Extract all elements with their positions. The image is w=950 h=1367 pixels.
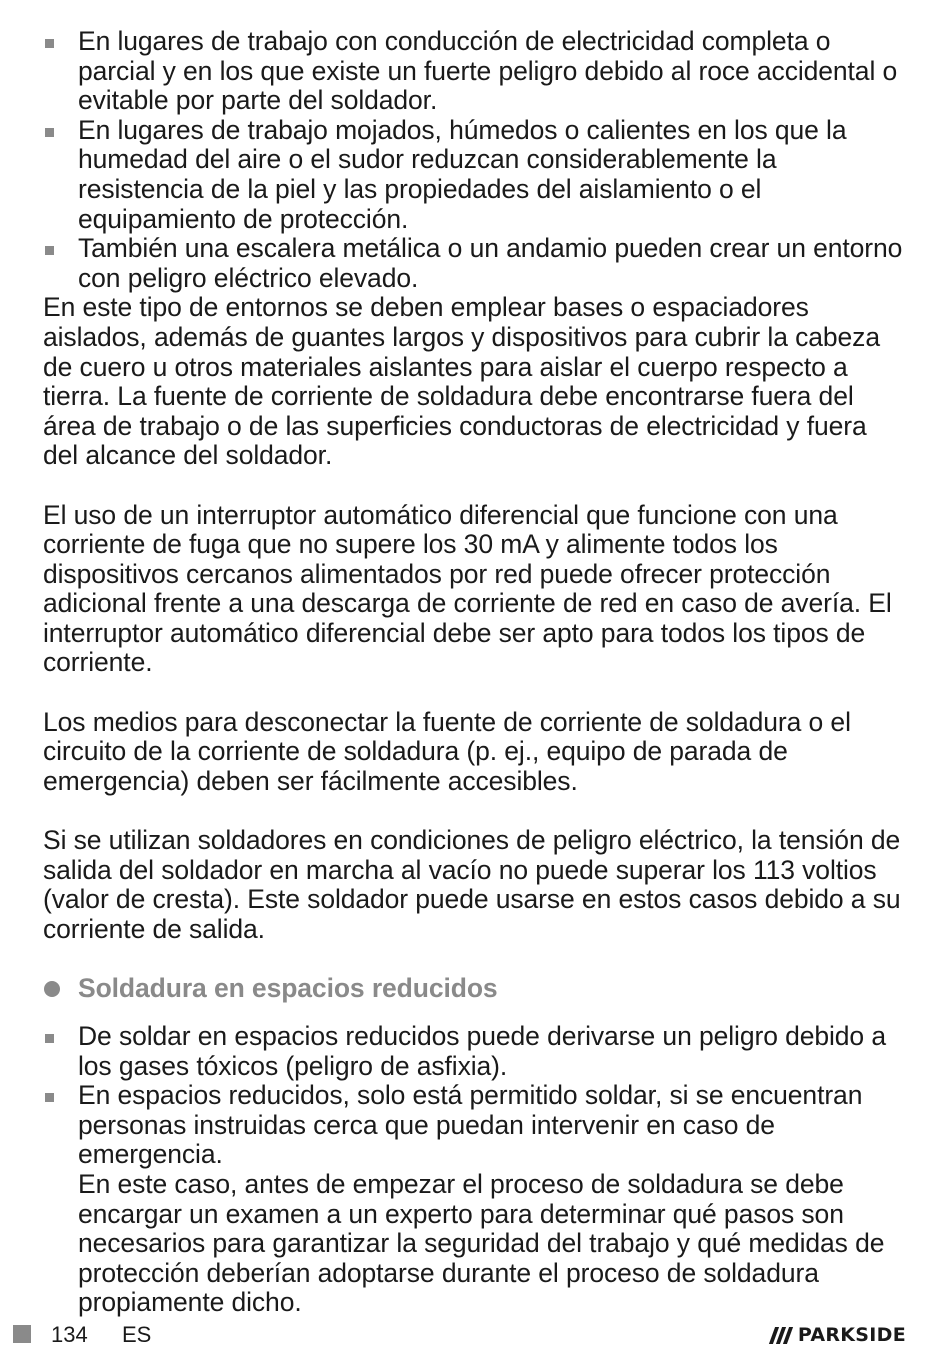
bullet-list-electrical-hazards [43, 27, 905, 293]
list-item [43, 27, 905, 116]
language-code: ES [122, 1322, 152, 1347]
list-item [43, 234, 905, 293]
brand-logo [772, 1323, 906, 1347]
square-bullet-icon [45, 39, 54, 48]
brand-slashes-icon [772, 1327, 790, 1344]
footer-square-icon [13, 1325, 31, 1343]
list-item [43, 116, 905, 234]
document-page [43, 27, 905, 1318]
paragraph-rcd: El uso de un interruptor automático diferencial que funcione con una corriente de fuga que no supere los 30 mA y alimente todos los dispositivos cercanos alimentados por red puede ofrecer protección adicional frente a una descarga de corriente de red en caso de avería. El interruptor automático diferencial debe ser apto para todos los tipos de corriente. [43, 499, 892, 678]
list-item-continuation: En este caso, antes de empezar el proceso de soldadura se debe encargar un examen a un experto para determinar qué pasos son necesarios para garantizar la seguridad del trabajo y qué medidas de protección deberían adoptarse durante el proceso de soldadura propiamente dicho. [78, 1168, 885, 1318]
list-item-text: En lugares de trabajo con conducción de electricidad completa o parcial y en los que existe un fuerte peligro debido al roce accidental o evitable por parte del soldador. [78, 26, 898, 116]
square-bullet-icon [45, 128, 54, 137]
bullet-list-confined-spaces [43, 1022, 905, 1318]
list-item-text: De soldar en espacios reducidos puede derivarse un peligro debido a los gases tóxicos (peligro de asfixia). [78, 1021, 886, 1081]
paragraph-disconnect: Los medios para desconectar la fuente de corriente de soldadura o el circuito de la corriente de soldadura (p. ej., equipo de parada de emergencia) deben ser fácilmente accesibles. [43, 706, 851, 796]
section-heading [43, 974, 905, 1004]
square-bullet-icon [45, 1093, 54, 1102]
list-item-text: En espacios reducidos, solo está permitido soldar, si se encuentran personas instruidas cerca que puedan intervenir en caso de emergencia. [78, 1080, 863, 1170]
list-item-text: En lugares de trabajo mojados, húmedos o calientes en los que la humedad del aire o el sudor reduzcan considerablemente la resistencia de la piel y las propiedades del aislamiento o el equipamiento de protección. [78, 114, 847, 234]
list-item-text: También una escalera metálica o un andamio pueden crear un entorno con peligro eléctrico elevado. [78, 233, 903, 293]
page-number: 134 [51, 1322, 88, 1347]
square-bullet-icon [45, 246, 54, 255]
list-item [43, 1081, 905, 1318]
list-item [43, 1022, 905, 1081]
round-bullet-icon [44, 981, 60, 997]
paragraph-insulation: En este tipo de entornos se deben emplear bases o espaciadores aislados, además de guantes largos y dispositivos para cubrir la cabeza de cuero u otros materiales aislantes para aislar el cuerpo respecto a tierra. La fuente de corriente de soldadura debe encontrarse fuera del área de trabajo o de las superficies conductoras de electricidad y fuera del alcance del soldador. [43, 292, 880, 471]
brand-name: PARKSIDE [797, 1324, 906, 1346]
square-bullet-icon [45, 1034, 54, 1043]
page-footer [0, 1320, 950, 1352]
section-heading-text: Soldadura en espacios reducidos [78, 973, 498, 1004]
paragraph-voltage: Si se utilizan soldadores en condiciones de peligro eléctrico, la tensión de salida del soldador en marcha al vacío no puede superar los 113 voltios (valor de cresta). Este soldador puede usarse en estos casos debido a su corriente de salida. [43, 825, 901, 944]
